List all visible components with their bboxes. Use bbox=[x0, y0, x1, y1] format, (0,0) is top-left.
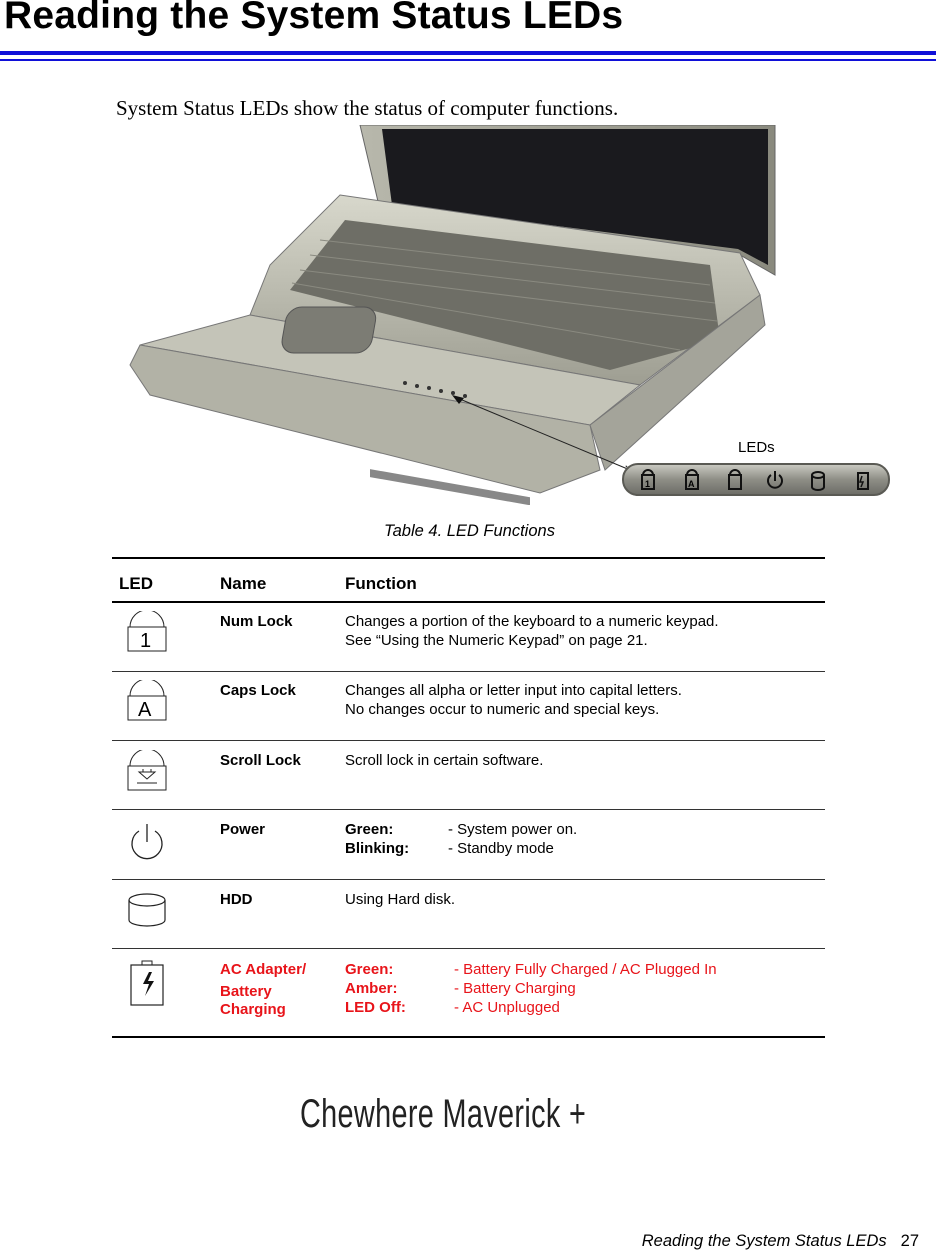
page-title: Reading the System Status LEDs bbox=[4, 0, 624, 37]
row-divider bbox=[112, 948, 825, 949]
battery-charging-icon bbox=[126, 960, 168, 1006]
power-icon bbox=[126, 820, 168, 862]
led-function: Using Hard disk. bbox=[345, 891, 456, 908]
svg-text:A: A bbox=[138, 699, 152, 721]
leds-callout-label: LEDs bbox=[738, 439, 775, 456]
table-top-rule bbox=[112, 557, 825, 559]
led-function: Scroll lock in certain software. bbox=[345, 752, 544, 769]
led-name: Power bbox=[220, 821, 266, 838]
row-divider bbox=[112, 809, 825, 810]
brand-text: Chewhere Maverick + bbox=[300, 1092, 587, 1136]
led-name: AC Adapter/ Battery Charging bbox=[220, 961, 307, 1018]
svg-text:A: A bbox=[688, 479, 695, 489]
header-function: Function bbox=[345, 574, 417, 593]
intro-text: System Status LEDs show the status of computer functions. bbox=[116, 96, 619, 120]
led-function: Changes a portion of the keyboard to a numeric keypad. See “Using the Numeric Keypad” on page 21. bbox=[345, 613, 719, 649]
hdd-icon bbox=[126, 890, 168, 932]
table-caption: Table 4. LED Functions bbox=[384, 522, 555, 540]
running-footer bbox=[642, 1232, 919, 1251]
led-name: Caps Lock bbox=[220, 682, 296, 699]
title-rule-thick bbox=[0, 51, 936, 55]
footer-section-title: Reading the System Status LEDs bbox=[641, 1232, 887, 1250]
scroll-lock-icon bbox=[126, 750, 168, 792]
title-rule-thin bbox=[0, 59, 936, 61]
svg-text:1: 1 bbox=[645, 479, 651, 489]
led-function: Changes all alpha or letter input into capital letters. No changes occur to numeric and special keys. bbox=[345, 682, 682, 718]
row-divider bbox=[112, 740, 825, 741]
header-name: Name bbox=[220, 574, 267, 593]
led-function: Green: - System power on. Blinking: - Standby mode bbox=[345, 821, 578, 857]
row-divider bbox=[112, 671, 825, 672]
svg-text:1: 1 bbox=[140, 630, 152, 652]
led-function: Green: - Battery Fully Charged / AC Plugged In Amber: - Battery Charging LED Off: - AC Unplugged bbox=[345, 961, 717, 1016]
num-lock-icon bbox=[126, 611, 168, 653]
laptop-illustration bbox=[120, 125, 895, 505]
led-name: Scroll Lock bbox=[220, 752, 301, 769]
page-number: 27 bbox=[900, 1232, 919, 1250]
caps-lock-icon bbox=[126, 680, 168, 722]
led-strip-closeup bbox=[622, 463, 890, 496]
row-divider bbox=[112, 879, 825, 880]
led-name: HDD bbox=[220, 891, 253, 908]
table-bottom-rule bbox=[112, 1036, 825, 1038]
header-led: LED bbox=[119, 574, 153, 593]
led-name: Num Lock bbox=[220, 613, 293, 630]
table-header-rule bbox=[112, 601, 825, 603]
